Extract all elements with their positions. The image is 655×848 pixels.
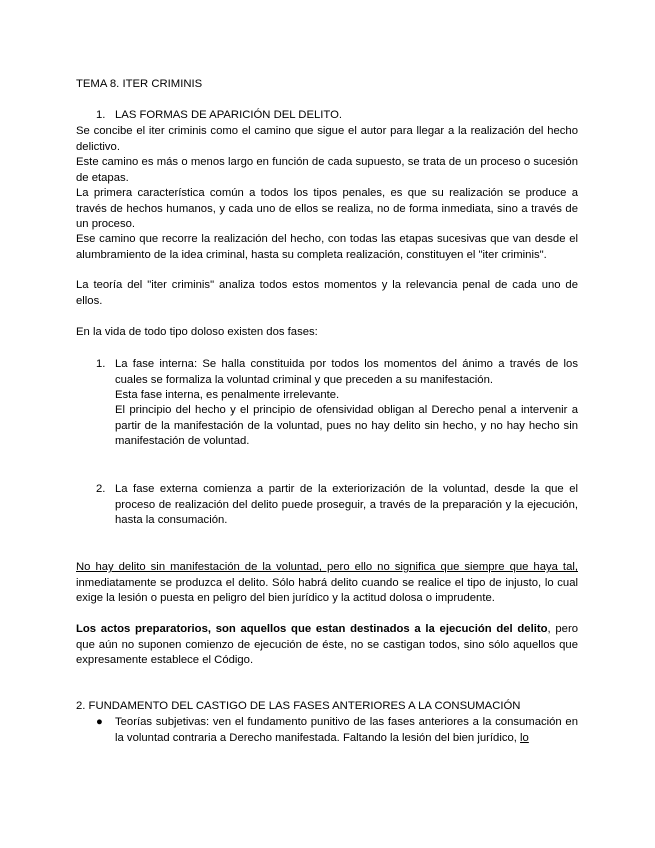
bullet-1-body: Teorías subjetivas: ven el fundamento punitivo de las fases anteriores a la consumación en la voluntad contraria a Derecho manifestada. Faltando la lesión del bien jurídico, — [115, 716, 578, 744]
bullet-1-text — [115, 715, 578, 746]
paragraph-2: Este camino es más o menos largo en función de cada supuesto, se trata de un proceso o sucesión de etapas. — [76, 156, 578, 184]
paragraph-3: La primera característica común a todos los tipos penales, es que su realización se produce a través de hechos humanos, y cada uno de ellos se realiza, no de forma inmediata, sino a través de un proceso. — [76, 187, 578, 230]
phases-intro: En la vida de todo tipo doloso existen dos fases: — [76, 326, 318, 338]
manifestation-underlined: No hay delito sin manifestación de la voluntad, pero ello no significa que siempre que haya tal, — [76, 561, 578, 573]
document-title: TEMA 8. ITER CRIMINIS — [76, 78, 203, 90]
manifestation-rest: inmediatamente se produzca el delito. Sólo habrá delito cuando se realice el tipo de injusto, lo cual exige la lesión o puesta en peligro del bien jurídico y la actitud dolosa o imprudente. — [76, 576, 578, 604]
bullet-1-symbol: ● — [96, 716, 103, 728]
manifestation-paragraph — [76, 560, 578, 607]
preparatory-rest: , pero que aún no suponen comienzo de ejecución de éste, no se castigan todos, sino sólo aquellos que expresamente establece el Código. — [76, 623, 578, 666]
phase-2-number: 2. — [96, 483, 106, 495]
paragraph-4: Ese camino que recorre la realización del hecho, con todas las etapas sucesivas que van desde el alumbramiento de la idea criminal, hasta su completa realización, constituyen el "iter criminis". — [76, 233, 578, 261]
section2-heading: 2. FUNDAMENTO DEL CASTIGO DE LAS FASES ANTERIORES A LA CONSUMACIÓN — [76, 700, 521, 712]
paragraph-5: La teoría del "iter criminis" analiza todos estos momentos y la relevancia penal de cada uno de ellos. — [76, 279, 578, 307]
phase-2-text: La fase externa comienza a partir de la exteriorización de la voluntad, desde la que el proceso de realización del delito puede proseguir, a través de la preparación y la ejecución, hasta la consumación. — [115, 483, 578, 526]
phase-1-text: La fase interna: Se halla constituida por todos los momentos del ánimo a través de los cuales se formaliza la voluntad criminal y que preceden a su manifestación. — [115, 358, 578, 386]
section1-heading: LAS FORMAS DE APARICIÓN DEL DELITO. — [115, 109, 343, 121]
phase-1-principle: El principio del hecho y el principio de ofensividad obligan al Derecho penal a intervenir a partir de la manifestación de la voluntad, pues no hay delito sin hecho, y no hay hecho sin manifestación de voluntad. — [115, 404, 578, 447]
preparatory-bold: Los actos preparatorios, son aquellos que estan destinados a la ejecución del delito — [76, 623, 548, 635]
section1-number: 1. — [96, 109, 106, 121]
phase-1-irrelevant: Esta fase interna, es penalmente irrelevante. — [115, 389, 340, 401]
phase-1-number: 1. — [96, 358, 106, 370]
bullet-1-underlined-tail: lo — [520, 731, 529, 744]
preparatory-paragraph — [76, 622, 578, 669]
paragraph-1: Se concibe el iter criminis como el camino que sigue el autor para llegar a la realización del hecho delictivo. — [76, 125, 578, 153]
